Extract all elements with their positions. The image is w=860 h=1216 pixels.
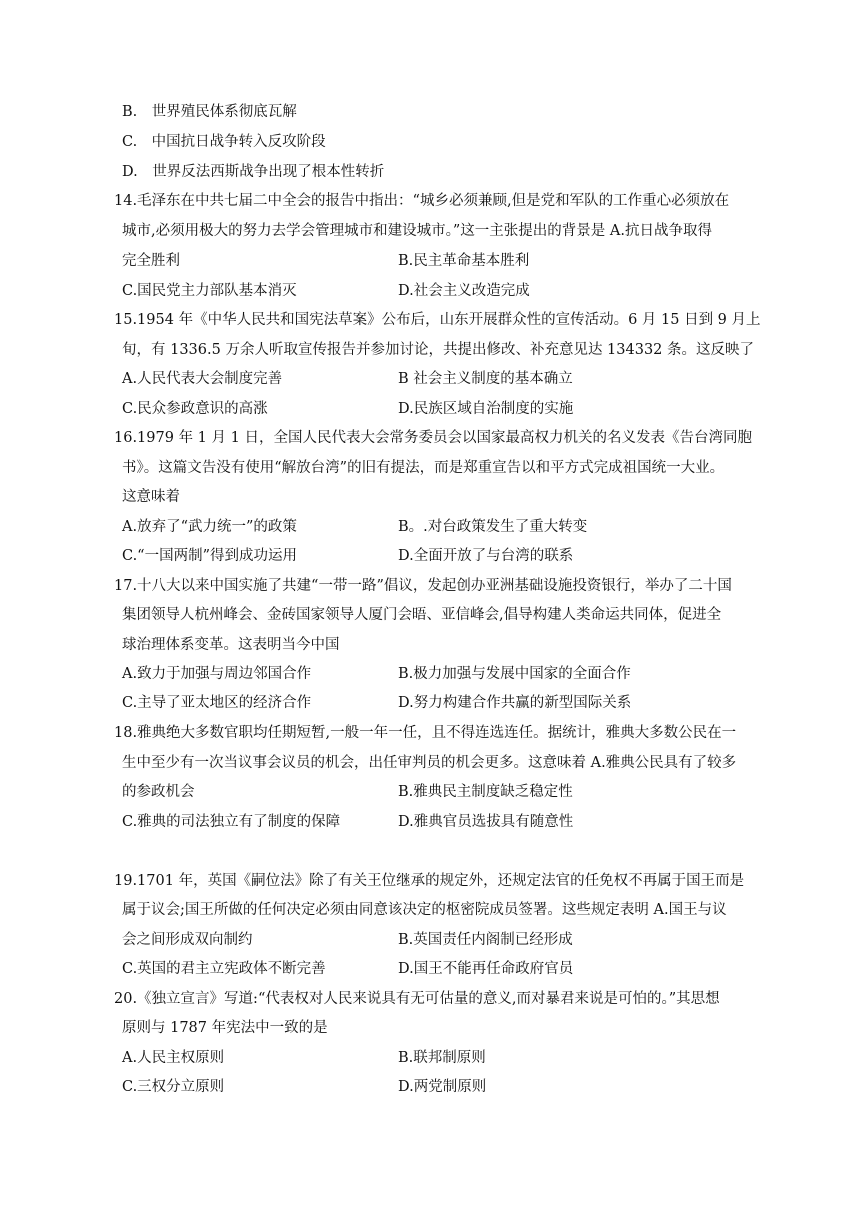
q18-stem-line-2: 生中至少有一次当议事会议员的机会，出任审判员的机会更多。这意味着 A.雅典公民具有了较多 [122,755,737,771]
q20-option-d: D.两党制原则 [398,1079,487,1095]
q20-option-a: A.人民主权原则 [122,1050,225,1066]
q20-stem-line-2: 原则与 1787 年宪法中一致的是 [122,1020,328,1036]
q19-stem-line-3: 会之间形成双向制约 [122,932,253,948]
q17-option-a: A.致力于加强与周边邻国合作 [122,666,312,682]
q14-option-b: B.民主革命基本胜利 [398,253,530,269]
q17-stem-line-2: 集团领导人杭州峰会、金砖国家领导人厦门会晤、亚信峰会,倡导构建人类命运共同体，促进全 [122,607,722,623]
q17-stem-line-3: 球治理体系变革。这表明当今中国 [122,637,340,653]
q15-stem-line-1: 15.1954 年《中华人民共和国宪法草案》公布后，山东开展群众性的宣传活动。6 月 15 日到 9 月上 [114,312,761,328]
q15-stem-line-2: 旬，有 1336.5 万余人听取宣传报告并参加讨论，共提出修改、补充意见达 134332 条。这反映了 [122,342,755,358]
q13-option-c: C. 中国抗日战争转入反攻阶段 [122,134,326,150]
q17-option-d: D.努力构建合作共赢的新型国际关系 [398,695,632,711]
q16-stem-line-2: 书》。这篇文告没有使用“解放台湾”的旧有提法，而是郑重宣告以和平方式完成祖国统一大业。 [122,460,725,476]
q20-option-b: B.联邦制原则 [398,1050,486,1066]
q14-stem-line-3: 完全胜利 [122,253,180,269]
q17-stem-line-1: 17.十八大以来中国实施了共建“一带一路”倡议，发起创办亚洲基础设施投资银行，举办了二十国 [114,578,732,594]
q20-option-c: C.三权分立原则 [122,1079,225,1095]
q17-option-c: C.主导了亚太地区的经济合作 [122,695,312,711]
q16-option-c: C.“一国两制”得到成功运用 [122,548,298,564]
q15-option-d: D.民族区域自治制度的实施 [398,401,574,417]
q13-option-d: D. 世界反法西斯战争出现了根本性转折 [122,164,385,180]
q14-option-d: D.社会主义改造完成 [398,283,530,299]
q16-option-b: B。.对台政策发生了重大转变 [398,519,588,535]
q16-stem-line-3: 这意味着 [122,489,180,505]
q18-stem-line-1: 18.雅典绝大多数官职均任期短暂,一般一年一任，且不得连选连任。据统计，雅典大多数公民在一 [114,725,737,741]
q18-stem-line-3: 的参政机会 [122,784,195,800]
q18-option-d: D.雅典官员选拔具有随意性 [398,814,574,830]
q16-stem-line-1: 16.1979 年 1 月 1 日，全国人民代表大会常务委员会以国家最高权力机关的名义发表《告台湾同胞 [114,430,752,446]
q13-option-b: B. 世界殖民体系彻底瓦解 [122,104,297,120]
q16-option-a: A.放弃了“武力统一”的政策 [122,519,297,535]
q15-option-a: A.人民代表大会制度完善 [122,371,283,387]
q19-option-c: C.英国的君主立宪政体不断完善 [122,961,326,977]
q14-stem-line-1: 14.毛泽东在中共七届二中全会的报告中指出：“城乡必须兼顾,但是党和军队的工作重心必须放在 [114,193,730,209]
q14-option-c: C.国民党主力部队基本消灭 [122,283,297,299]
q20-stem-line-1: 20.《独立宣言》写道:“代表权对人民来说具有无可估量的意义,而对暴君来说是可怕的。”其思想 [114,991,720,1007]
q19-stem-line-2: 属于议会;国王所做的任何决定必须由同意该决定的枢密院成员签署。这些规定表明 A.国王与议 [122,902,727,918]
q18-option-c: C.雅典的司法独立有了制度的保障 [122,814,341,830]
q19-option-d: D.国王不能再任命政府官员 [398,961,574,977]
q17-option-b: B.极力加强与发展中国家的全面合作 [398,666,631,682]
q14-stem-line-2: 城市,必须用极大的努力去学会管理城市和建设城市。”这一主张提出的背景是 A.抗日战争取得 [122,223,712,239]
q15-option-c: C.民众参政意识的高涨 [122,401,268,417]
q15-option-b: B 社会主义制度的基本确立 [398,371,573,387]
q19-option-b: B.英国责任内阁制已经形成 [398,932,573,948]
q18-option-b: B.雅典民主制度缺乏稳定性 [398,784,573,800]
q19-stem-line-1: 19.1701 年，英国《嗣位法》除了有关王位继承的规定外，还规定法官的任免权不再属于国王而是 [114,873,745,889]
q16-option-d: D.全面开放了与台湾的联系 [398,548,574,564]
